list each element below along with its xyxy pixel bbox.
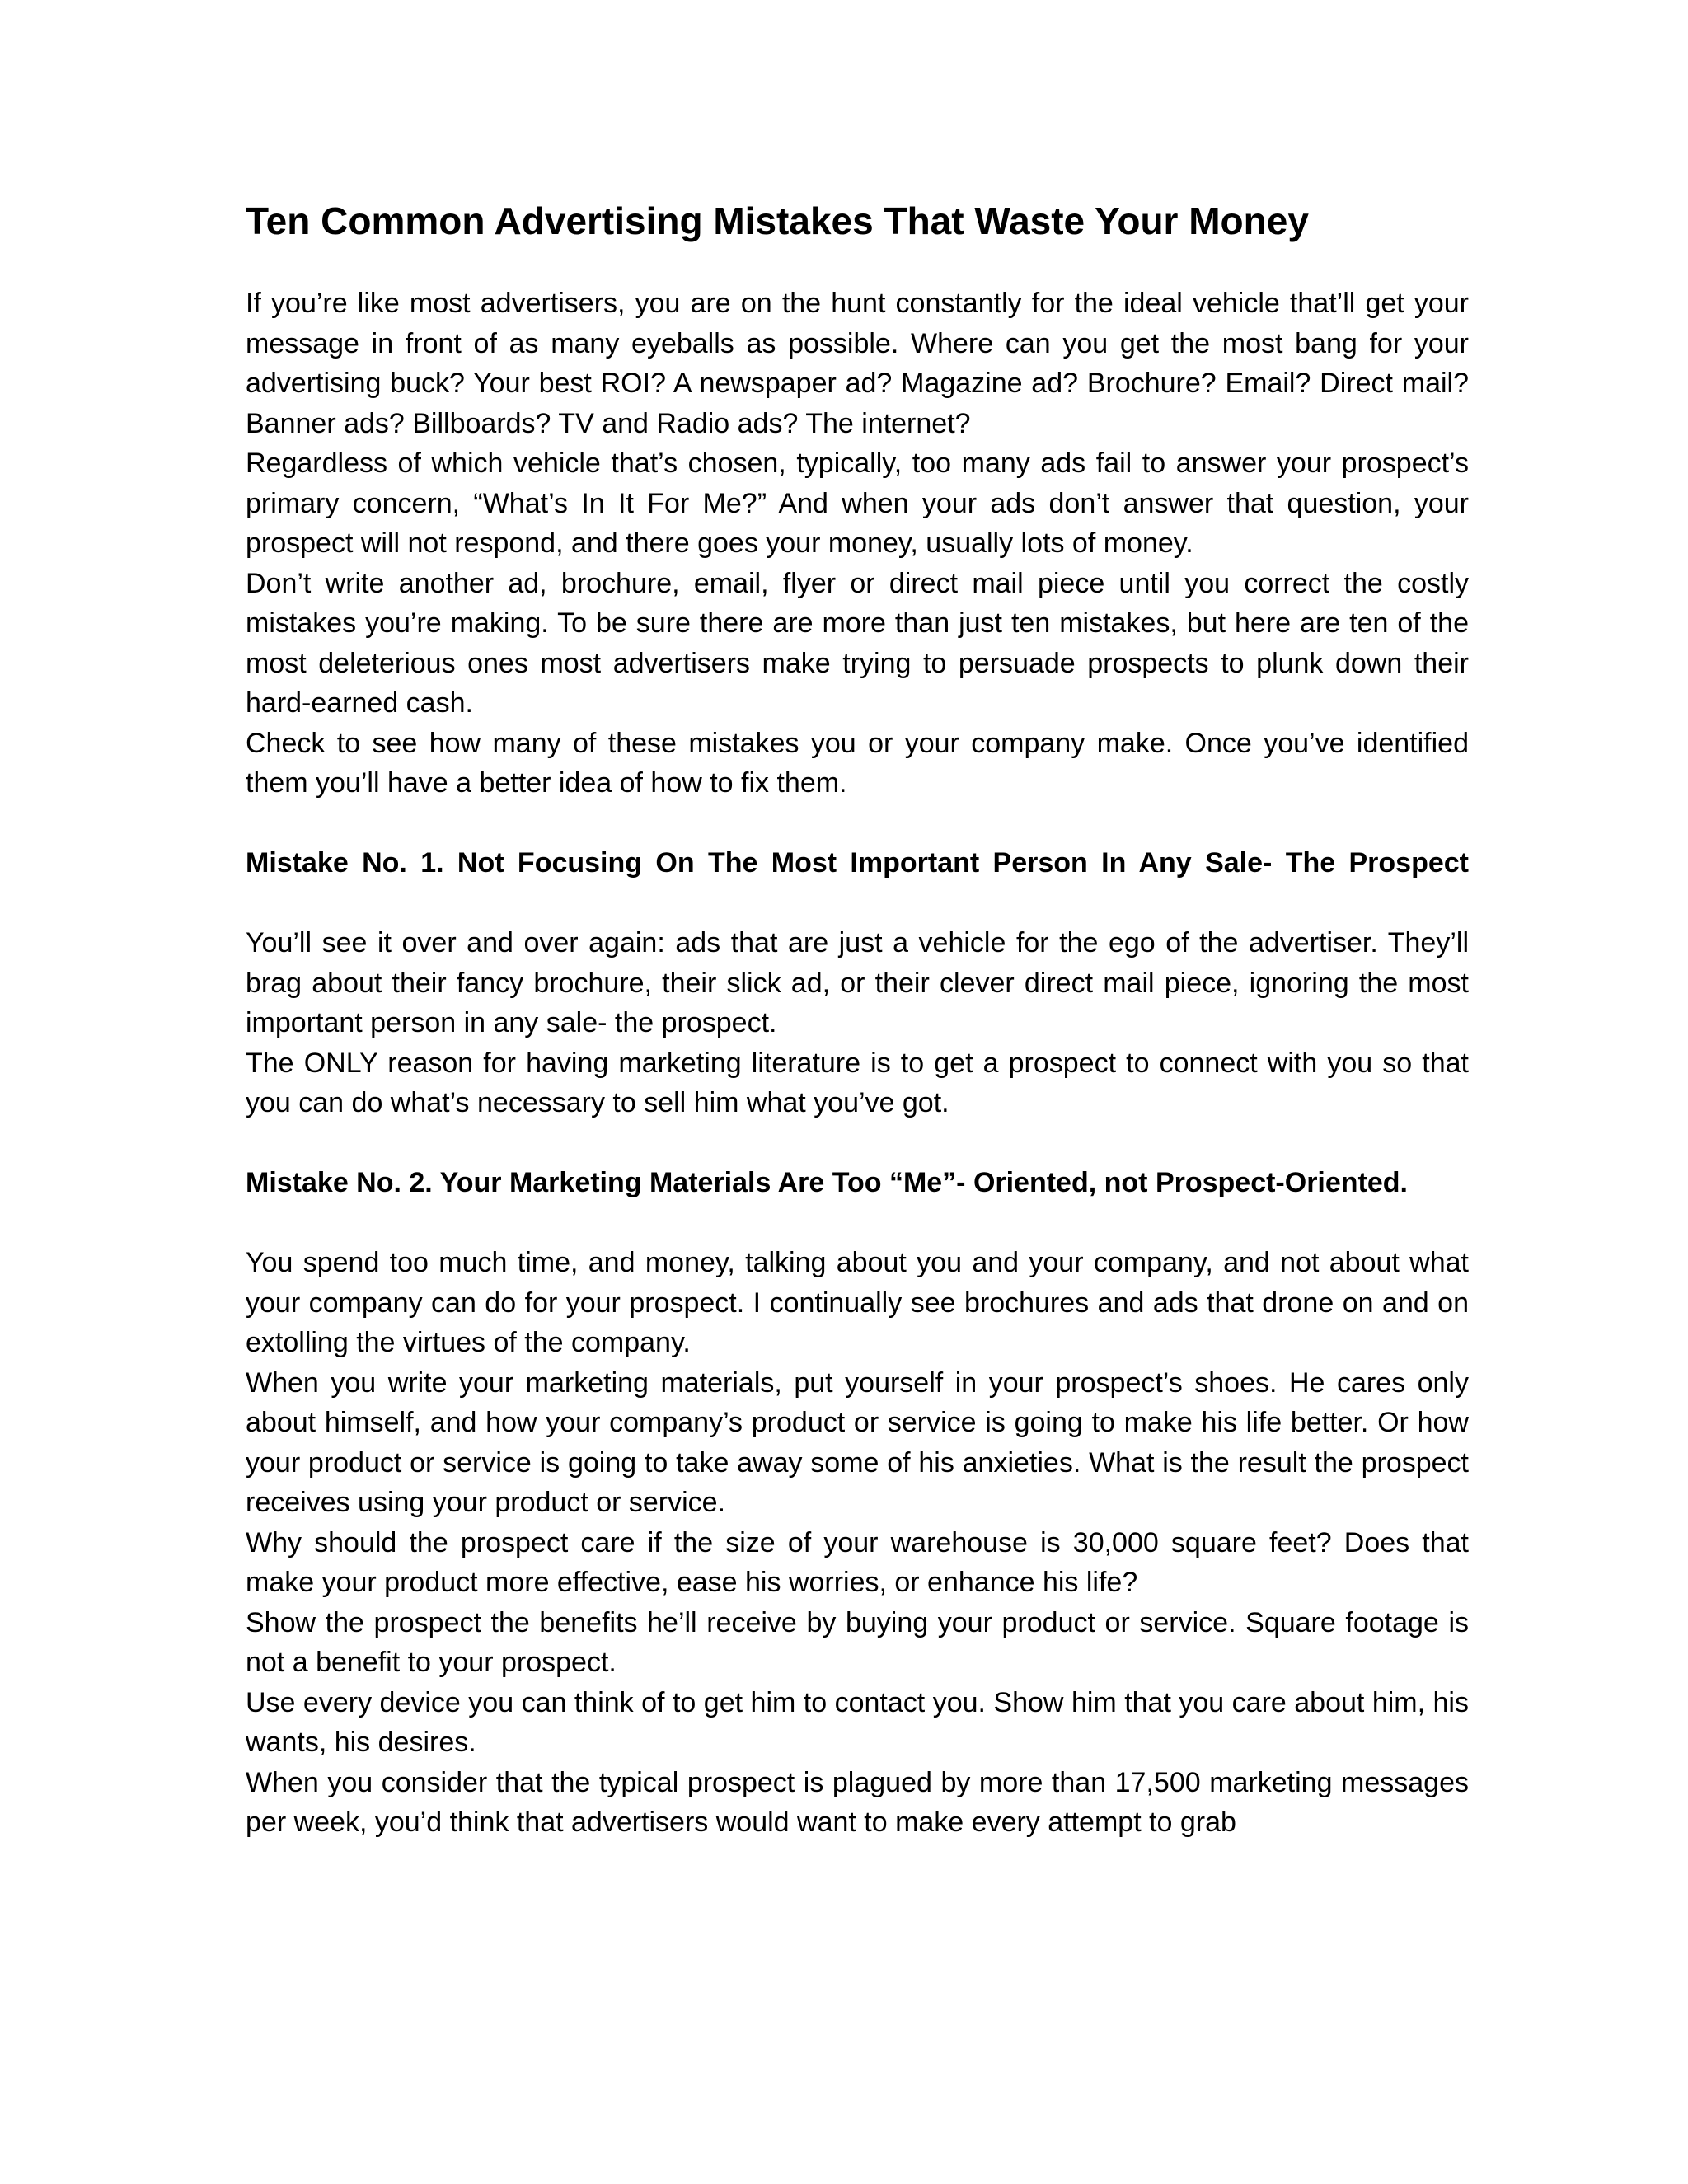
intro-paragraph-4: Check to see how many of these mistakes you or your company make. Once you’ve identified them you’ll have a better idea of how to fix them. [246,727,1469,799]
spacer [246,1203,1469,1244]
intro-paragraph-1: If you’re like most advertisers, you are on the hunt constantly for the ideal vehicle that’ll get your message in front of as many eyeballs as possible. Where can you get the most bang for your advertising buck? Your best ROI? A newspaper ad? Magazine ad? Brochure? Email? Direct mail? Banner ads? Billboards? TV and Radio ads? The internet? [246,288,1469,439]
spacer [246,1123,1469,1164]
mistake-2-paragraph-6: When you consider that the typical prospect is plagued by more than 17,500 marketing messages per week, you’d think that advertisers would want to make every attempt to grab [246,1766,1469,1838]
spacer [246,804,1469,844]
spacer [246,244,1469,284]
intro-paragraph-2: Regardless of which vehicle that’s chosen, typically, too many ads fail to answer your prospect’s primary concern, “What’s In It For Me?” And when your ads don’t answer that question, your prospect will not respond, and there goes your money, usually lots of money. [246,448,1469,559]
document-page [246,198,1469,1843]
mistake-2-paragraph-3: Why should the prospect care if the size of your warehouse is 30,000 square feet? Does that make your product more effective, ease his worries, or enhance his life? [246,1526,1469,1598]
mistake-1-paragraph-2: The ONLY reason for having marketing literature is to get a prospect to connect with you so that you can do what’s necessary to sell him what you’ve got. [246,1047,1469,1118]
mistake-2-paragraph-1: You spend too much time, and money, talking about you and your company, and not about what your company can do for your prospect. I continually see brochures and ads that drone on and on extolling the virtues of the company. [246,1247,1469,1358]
mistake-2-paragraph-2: When you write your marketing materials, put yourself in your prospect’s shoes. He cares only about himself, and how your company’s product or service is going to make his life better. Or how your product or service is going to take away some of his anxieties. What is the result the prospect receives using your product or service. [246,1366,1469,1518]
intro-paragraph-3: Don’t write another ad, brochure, email, flyer or direct mail piece until you correct the costly mistakes you’re making. To be sure there are more than just ten mistakes, but here are ten of the most deleterious ones most advertisers make trying to persuade prospects to plunk down their hard-earned cash. [246,567,1469,719]
mistake-1-heading: Mistake No. 1. Not Focusing On The Most Important Person In Any Sale- The Prospect [246,847,1469,879]
mistake-2-heading: Mistake No. 2. Your Marketing Materials Are Too “Me”- Oriented, not Prospect-Oriented. [246,1167,1409,1198]
mistake-1-paragraph-1: You’ll see it over and over again: ads that are just a vehicle for the ego of the advertiser. They’ll brag about their fancy brochure, their slick ad, or their clever direct mail piece, ignoring the most important person in any sale- the prospect. [246,927,1469,1038]
mistake-2-paragraph-4: Show the prospect the benefits he’ll receive by buying your product or service. Square footage is not a benefit to your prospect. [246,1606,1469,1678]
mistake-2-paragraph-5: Use every device you can think of to get him to contact you. Show him that you care about him, his wants, his desires. [246,1686,1469,1758]
document-title: Ten Common Advertising Mistakes That Waste Your Money [246,199,1309,242]
spacer [246,883,1469,924]
